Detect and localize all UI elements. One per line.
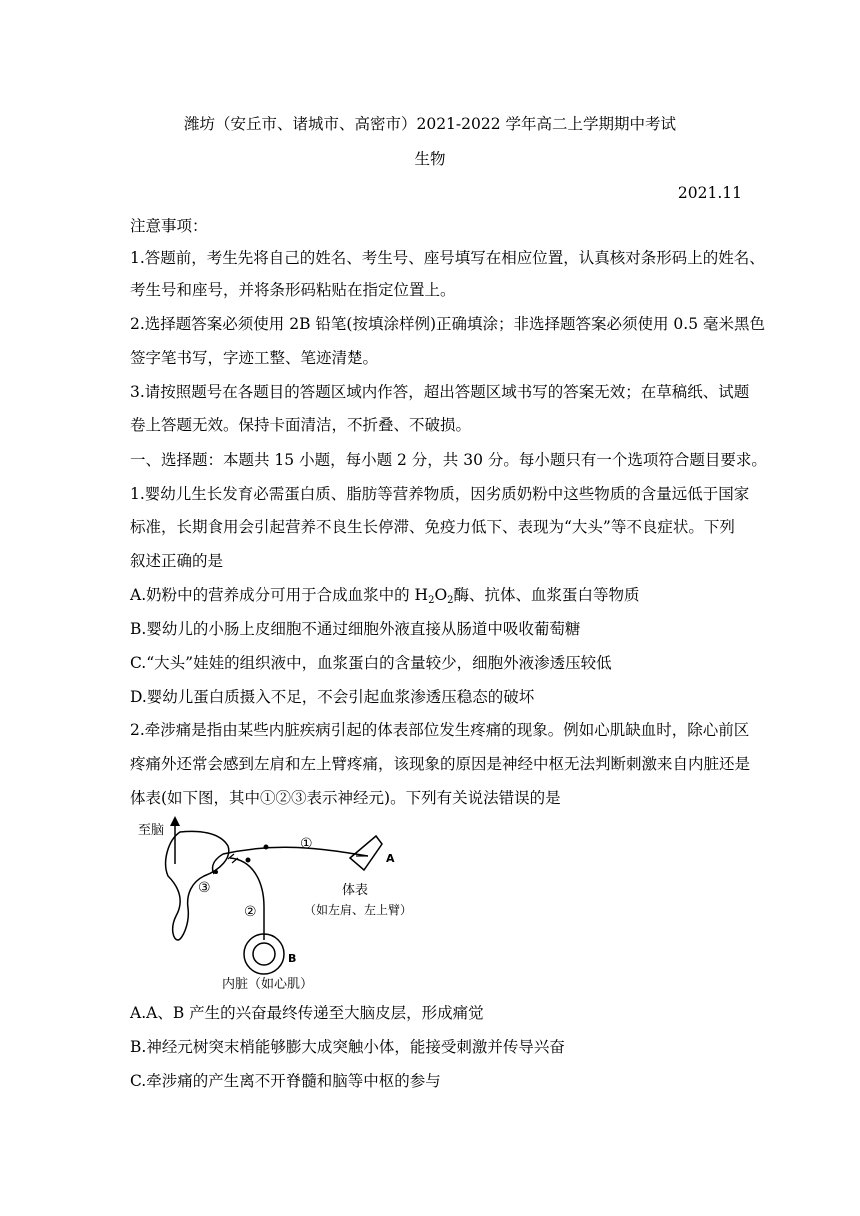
to-brain-arrow-head [170,816,180,826]
q1-stem-line-2: 标准，长期食用会引起营养不良生长停滞、免疫力低下、表现为“大头”等不良症状。下列 [130,518,735,536]
neuron-1-fiber [223,847,368,856]
q1-option-a-text: A.奶粉中的营养成分可用于合成血浆中的 H [130,586,429,604]
q1-stem-line-3: 叙述正确的是 [130,552,224,570]
viscera-b-inner-circle [253,943,275,965]
q1-option-b: B.婴幼儿的小肠上皮细胞不通过细胞外液直接从肠道中吸收葡萄糖 [130,620,581,638]
q1-option-a-text-mid: O [434,586,448,604]
notice-item-3-line-1: 3.请按照题号在各题目的答题区域内作答，超出答题区域书写的答案无效；在草稿纸、试题 [130,383,750,401]
neuron-2-label: ② [244,904,257,920]
q1-option-a-sub-1: 2 [428,595,435,606]
referred-pain-diagram [128,812,428,992]
neuron-3-label: ③ [198,880,211,896]
neuron-3-cell-body [214,870,218,874]
q2-option-c: C.牵涉痛的产生离不开脊髓和脑等中枢的参与 [130,1072,441,1090]
neuron-1-label: ① [300,836,313,852]
notice-heading: 注意事项： [130,217,208,235]
notice-item-1-line-1: 1.答题前，考生先将自己的姓名、考生号、座号填写在相应位置，认真核对条形码上的姓名、 [130,249,765,267]
receptor-a-label: A [386,852,395,865]
notice-item-3-line-2: 卷上答题无效。保持卡面清洁，不折叠、不破损。 [130,416,472,434]
q2-option-b: B.神经元树突末梢能够膨大成突触小体，能接受刺激并传导兴奋 [130,1038,565,1056]
notice-item-2-line-1: 2.选择题答案必须使用 2B 铅笔(按填涂样例)正确填涂；非选择题答案必须使用 0.5 毫米黑色 [130,315,765,333]
section-1-heading: 一、选择题：本题共 15 小题，每小题 2 分，共 30 分。每小题只有一个选项符合题目要求。 [130,451,767,469]
q2-stem-line-2: 疼痛外还常会感到左肩和左上臂疼痛，该现象的原因是神经中枢无法判断刺激来自内脏还是 [130,755,751,773]
exam-title: 潍坊（安丘市、诸城市、高密市）2021-2022 学年高二上学期期中考试 [183,115,677,133]
receptor-a-shape [350,836,382,870]
q2-stem-line-3: 体表(如下图，其中①②③表示神经元)。下列有关说法错误的是 [130,789,561,807]
to-brain-label: 至脑 [138,823,165,838]
q1-stem-line-1: 1.婴幼儿生长发育必需蛋白质、脂肪等营养物质，因劣质奶粉中这些物质的含量远低于国家 [130,485,750,503]
neuron-2-fiber [230,858,264,940]
notice-item-2-line-2: 签字笔书写，字迹工整、笔迹清楚。 [130,349,379,367]
q2-option-a: A.A、B 产生的兴奋最终传递至大脑皮层，形成痛觉 [130,1004,484,1022]
neuron-2-cell-body [246,858,251,863]
q1-option-a-text-end: 酶、抗体、血浆蛋白等物质 [453,586,640,604]
neuron-1-cell-body [264,845,269,850]
viscera-label: 内脏（如心肌） [222,977,314,992]
q1-option-c: C.“大头”娃娃的组织液中，血浆蛋白的含量较少，细胞外液渗透压较低 [130,654,612,672]
exam-date: 2021.11 [677,184,742,202]
subject-title: 生物 [414,150,446,168]
q1-option-a [130,584,640,612]
body-surface-sublabel: （如左肩、左上臂） [304,903,413,917]
q1-option-d: D.婴幼儿蛋白质摄入不足，不会引起血浆渗透压稳态的破坏 [130,688,535,706]
q1-option-a-sub-2: 2 [447,595,454,606]
notice-item-1-line-2: 考生号和座号，并将条形码粘贴在指定位置上。 [130,281,456,299]
viscera-b-label: B [288,952,297,965]
q2-stem-line-1: 2.牵涉痛是指由某些内脏疾病引起的体表部位发生疼痛的现象。例如心肌缺血时，除心前区 [130,721,750,739]
body-surface-label: 体表 [342,883,369,898]
